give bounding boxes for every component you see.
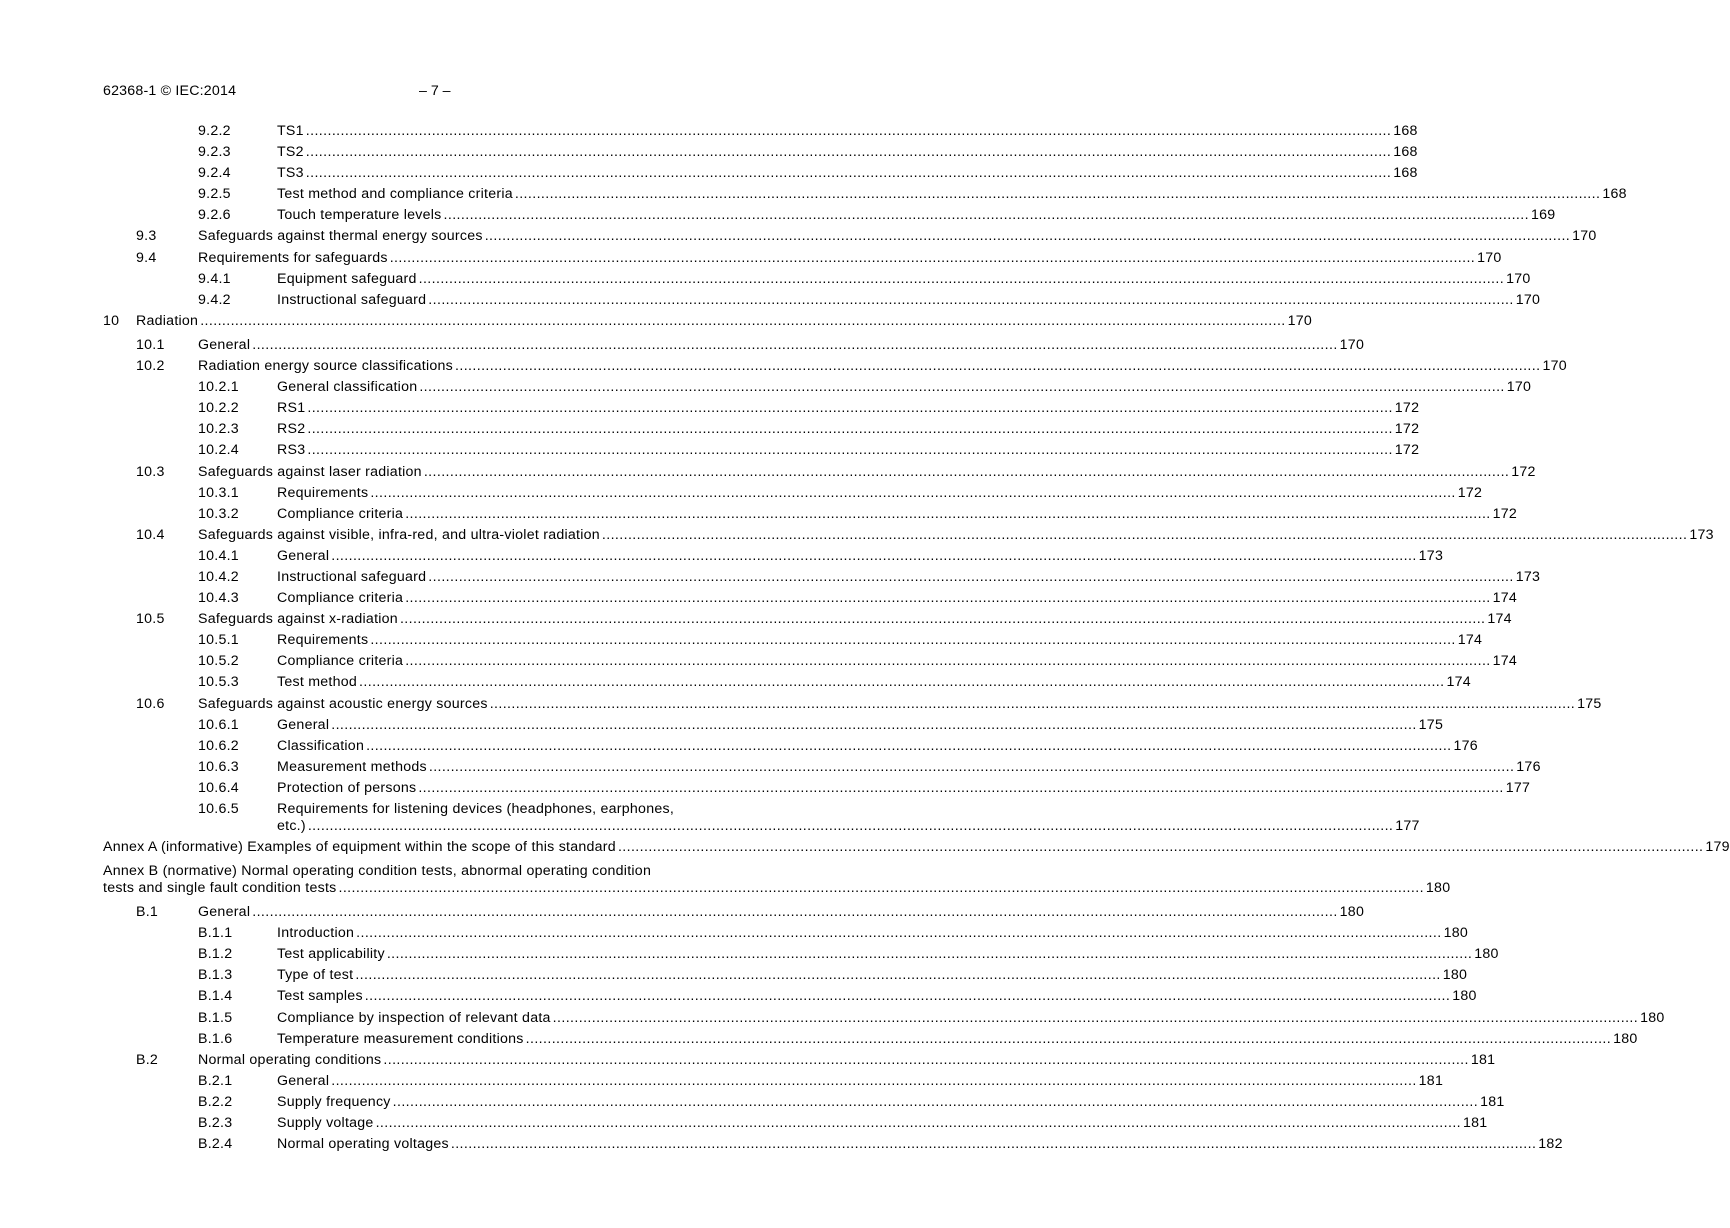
toc-entry[interactable] (103, 924, 1468, 945)
dot-leader (490, 695, 1575, 714)
toc-entry-number: 10.3 (136, 463, 165, 480)
toc-entry-page: 180 (1640, 1009, 1665, 1026)
toc-entry-title: Safeguards against thermal energy sources (198, 228, 483, 245)
dot-leader (429, 758, 1514, 777)
toc-entry-title: General (198, 904, 251, 921)
toc-entry[interactable] (103, 758, 1541, 779)
toc-entry-number: 10.6.2 (198, 737, 239, 754)
toc-entry-page: 180 (1339, 904, 1365, 921)
toc-entry[interactable] (103, 631, 1483, 652)
toc-entry-page: 181 (1480, 1093, 1505, 1110)
toc-entry-number: 10.2.2 (198, 400, 239, 417)
toc-entry-title: Supply voltage (277, 1115, 374, 1132)
toc-entry[interactable] (103, 903, 1365, 924)
toc-entry[interactable] (103, 227, 1597, 248)
toc-entry-number: B.2.2 (198, 1093, 233, 1110)
toc-entry-number: 10.3.1 (198, 484, 239, 501)
toc-entry-number: 9.4 (136, 249, 157, 266)
dot-leader (331, 716, 1416, 735)
toc-entry-number: B.2.4 (198, 1136, 233, 1153)
toc-entry-number: 10.6.4 (198, 779, 239, 796)
toc-entry-page: 168 (1393, 123, 1418, 139)
toc-entry-number: 10.5.1 (198, 632, 239, 649)
toc-entry-page: 172 (1394, 400, 1420, 417)
toc-entry-number: 9.2.3 (198, 144, 231, 161)
toc-entry-page: 175 (1577, 695, 1602, 712)
toc-entry-title: Touch temperature levels (277, 207, 442, 224)
toc-entry-number: 9.3 (136, 228, 157, 245)
toc-entry-title: Compliance criteria (277, 590, 404, 607)
toc-entry-number: 10.6.3 (198, 758, 239, 775)
document-id: 62368-1 © IEC:2014 (103, 83, 237, 99)
toc-entry-title: Introduction (277, 925, 355, 942)
toc-entry-page: 168 (1602, 186, 1627, 203)
toc-entry-title: Instructional safeguard (277, 568, 427, 585)
toc-entry-title: Test samples (277, 988, 363, 1005)
toc-entry-title: Requirements (277, 632, 369, 649)
dot-leader (331, 547, 1416, 566)
toc-entry-number: B.1 (136, 904, 159, 921)
toc-entry-title: Annex B (normative) Normal operating condition tests, abnormal operating condition (103, 863, 652, 880)
toc-entry-number: 9.2.5 (198, 186, 231, 203)
dot-leader (515, 185, 1600, 204)
toc-entry-page: 180 (1452, 988, 1477, 1005)
toc-entry-number: B.1.3 (198, 967, 233, 984)
toc-entry[interactable] (103, 441, 1420, 462)
toc-entry[interactable] (103, 695, 1602, 716)
page-header (103, 83, 768, 101)
dot-leader (428, 568, 1513, 587)
dot-leader (308, 817, 1393, 836)
toc-entry-title: Compliance criteria (277, 505, 404, 522)
toc-entry-number: 9.2.4 (198, 165, 231, 182)
dot-leader (307, 420, 1392, 439)
toc-entry-page: 182 (1538, 1136, 1563, 1153)
toc-entry-page: 170 (1572, 228, 1597, 245)
toc-entry-page: 177 (1395, 818, 1420, 834)
toc-entry-number: 10.3.2 (198, 505, 239, 522)
toc-entry[interactable] (103, 838, 1730, 859)
dot-leader (455, 357, 1540, 376)
toc-entry-number: B.1.6 (198, 1030, 233, 1047)
toc-entry-page: 172 (1457, 484, 1483, 501)
toc-entry-number: 10.6.1 (198, 716, 239, 733)
dot-leader (526, 1030, 1611, 1049)
toc-entry[interactable] (103, 526, 1714, 547)
toc-entry-title-continued: etc.) (277, 818, 306, 834)
toc-entry-title: Test method (277, 674, 358, 691)
toc-entry-page: 170 (1287, 312, 1313, 329)
toc-entry-number: B.1.2 (198, 946, 233, 963)
toc-entry-page: 170 (1506, 270, 1531, 287)
toc-entry-page: 170 (1542, 358, 1567, 375)
toc-entry-title: Requirements (277, 484, 369, 501)
toc-entry[interactable] (103, 779, 1531, 800)
dot-leader (444, 206, 1529, 225)
dot-leader (355, 966, 1440, 985)
toc-entry-title: Safeguards against acoustic energy sources (198, 695, 488, 712)
toc-entry[interactable] (103, 122, 1418, 143)
toc-entry-title: Safeguards against x-radiation (198, 611, 398, 628)
table-of-contents (103, 122, 1730, 1156)
toc-entry-number: 10.5.3 (198, 674, 239, 691)
toc-entry-page: 174 (1457, 632, 1483, 649)
dot-leader (390, 249, 1475, 268)
toc-entry-page: 175 (1418, 716, 1444, 733)
toc-entry[interactable] (103, 1051, 1496, 1072)
toc-entry[interactable] (103, 249, 1502, 270)
toc-entry-page: 174 (1492, 590, 1518, 607)
toc-entry-number: 10.6 (136, 695, 165, 712)
toc-entry-number: B.1.1 (198, 925, 233, 942)
toc-entry-number: 10.2.1 (198, 379, 239, 396)
toc-entry-page: 168 (1393, 165, 1418, 182)
toc-entry-number: 10 (103, 312, 120, 329)
toc-entry-page: 176 (1453, 737, 1478, 754)
toc-entry[interactable] (103, 463, 1536, 484)
toc-entry-page: 173 (1515, 568, 1541, 585)
toc-entry[interactable] (103, 568, 1541, 589)
toc-entry-page: 180 (1474, 946, 1499, 963)
toc-entry-title: Annex A (informative) Examples of equipment within the scope of this standard (103, 839, 616, 855)
toc-entry-page: 177 (1505, 779, 1531, 796)
toc-entry[interactable] (103, 399, 1420, 420)
toc-entry-page: 172 (1394, 421, 1420, 438)
toc-entry-title: Type of test (277, 967, 354, 984)
toc-entry-number: 9.2.6 (198, 207, 231, 224)
toc-entry-title: Radiation energy source classifications (198, 358, 454, 375)
toc-entry[interactable] (103, 610, 1512, 631)
toc-entry-number: B.2.3 (198, 1115, 233, 1132)
toc-entry-number: 10.4.2 (198, 568, 239, 585)
toc-entry-page: 181 (1463, 1115, 1488, 1132)
toc-entry[interactable] (103, 987, 1477, 1008)
toc-entry-number: 10.6.5 (198, 801, 239, 817)
toc-entry-title: Safeguards against visible, infra-red, and ultra-violet radiation (198, 526, 600, 543)
toc-entry-number: B.2 (136, 1051, 159, 1068)
toc-entry-title: TS3 (277, 165, 304, 182)
dot-leader (553, 1009, 1638, 1028)
toc-entry[interactable] (103, 673, 1471, 694)
toc-entry-page: 180 (1443, 925, 1468, 942)
toc-entry[interactable] (103, 945, 1499, 966)
toc-entry-page: 172 (1492, 505, 1518, 522)
toc-entry[interactable] (103, 312, 1313, 333)
dot-leader (383, 1051, 1468, 1070)
toc-entry[interactable] (103, 1093, 1505, 1114)
toc-entry-page: 174 (1446, 674, 1471, 691)
toc-entry[interactable] (103, 420, 1420, 441)
toc-entry-number: B.2.1 (198, 1072, 233, 1089)
toc-entry[interactable] (103, 862, 1451, 900)
toc-entry-title: Requirements for listening devices (headphones, earphones, (277, 801, 675, 817)
dot-leader (366, 737, 1451, 756)
toc-entry-page: 170 (1477, 249, 1502, 266)
toc-entry-title: Supply frequency (277, 1093, 391, 1110)
toc-entry-number: B.1.5 (198, 1009, 233, 1026)
toc-entry-title: General classification (277, 379, 418, 396)
toc-entry-page: 179 (1705, 839, 1730, 855)
toc-entry-page: 181 (1470, 1051, 1496, 1068)
toc-entry[interactable] (103, 547, 1444, 568)
toc-entry[interactable] (103, 143, 1418, 164)
toc-entry[interactable] (103, 1009, 1665, 1030)
toc-entry-number: 9.2.2 (198, 123, 231, 139)
dot-leader (252, 903, 1337, 922)
dot-leader (338, 879, 1423, 898)
toc-entry[interactable] (103, 716, 1444, 737)
toc-entry-page: 180 (1425, 880, 1451, 897)
toc-entry-title: Protection of persons (277, 779, 417, 796)
toc-entry-page: 180 (1442, 967, 1468, 984)
dot-leader (602, 526, 1687, 545)
toc-entry-number: 10.2 (136, 358, 165, 375)
toc-entry[interactable] (103, 291, 1541, 312)
dot-leader (200, 312, 1285, 331)
toc-entry[interactable] (103, 966, 1468, 987)
toc-entry[interactable] (103, 1030, 1638, 1051)
toc-entry[interactable] (103, 589, 1518, 610)
toc-entry-title: Measurement methods (277, 758, 427, 775)
toc-entry-title: RS2 (277, 421, 306, 438)
toc-entry-page: 173 (1418, 547, 1444, 564)
toc-entry-number: 10.4 (136, 526, 165, 543)
toc-entry-number: 10.2.3 (198, 421, 239, 438)
toc-entry-title: TS2 (277, 144, 304, 161)
dot-leader (356, 924, 1441, 943)
dot-leader (331, 1072, 1416, 1091)
toc-entry-number: 9.4.1 (198, 270, 231, 287)
dot-leader (307, 399, 1392, 418)
toc-entry-title: General (277, 1072, 330, 1089)
page-number: – 7 – (419, 83, 451, 99)
toc-entry-title-continued: tests and single fault condition tests (103, 880, 337, 897)
toc-entry[interactable] (103, 378, 1532, 399)
toc-entry[interactable] (103, 270, 1531, 291)
toc-entry[interactable] (103, 1135, 1563, 1156)
toc-entry-page: 176 (1516, 758, 1541, 775)
dot-leader (387, 945, 1472, 964)
toc-entry[interactable] (103, 1072, 1444, 1093)
dot-leader (424, 463, 1509, 482)
dot-leader (418, 779, 1503, 798)
toc-entry-title: Compliance by inspection of relevant data (277, 1009, 551, 1026)
toc-entry[interactable] (103, 357, 1567, 378)
dot-leader (306, 164, 1391, 183)
dot-leader (306, 143, 1391, 162)
dot-leader (370, 484, 1455, 503)
dot-leader (485, 227, 1570, 246)
toc-entry-title: Instructional safeguard (277, 291, 427, 308)
toc-entry-title: Compliance criteria (277, 653, 404, 670)
dot-leader (428, 291, 1513, 310)
toc-entry[interactable] (103, 164, 1418, 185)
toc-entry-title: Normal operating conditions (198, 1051, 382, 1068)
toc-entry-title: TS1 (277, 123, 304, 139)
toc-entry-title: Temperature measurement conditions (277, 1030, 524, 1047)
dot-leader (405, 505, 1490, 524)
dot-leader (405, 652, 1490, 671)
toc-entry-title: General (198, 336, 251, 353)
toc-entry-number: 10.1 (136, 336, 165, 353)
toc-entry-title: RS3 (277, 442, 306, 459)
toc-entry-page: 173 (1689, 526, 1714, 543)
toc-entry[interactable] (103, 737, 1478, 758)
toc-entry-title: Classification (277, 737, 365, 754)
toc-entry-page: 170 (1339, 336, 1365, 353)
dot-leader (376, 1114, 1461, 1133)
dot-leader (405, 589, 1490, 608)
toc-entry-page: 170 (1506, 379, 1532, 396)
toc-entry-number: 10.5.2 (198, 653, 239, 670)
toc-entry-number: 10.4.1 (198, 547, 239, 564)
toc-entry-page: 174 (1487, 611, 1512, 628)
toc-entry-title: Equipment safeguard (277, 270, 417, 287)
toc-entry-page: 181 (1418, 1072, 1444, 1089)
toc-entry-title: Safeguards against laser radiation (198, 463, 422, 480)
toc-entry-title: General (277, 716, 330, 733)
toc-entry[interactable] (103, 336, 1365, 357)
toc-entry-page: 172 (1394, 442, 1420, 459)
toc-entry-number: 10.2.4 (198, 442, 239, 459)
dot-leader (618, 838, 1703, 857)
dot-leader (359, 673, 1444, 692)
toc-entry-page: 180 (1613, 1030, 1638, 1047)
toc-entry[interactable] (103, 505, 1518, 526)
toc-entry[interactable] (103, 800, 1420, 838)
toc-entry-page: 169 (1530, 207, 1556, 224)
toc-entry-title: Radiation (136, 312, 199, 329)
toc-entry-page: 174 (1492, 653, 1518, 670)
toc-entry-number: 9.4.2 (198, 291, 231, 308)
toc-entry-number: 10.5 (136, 611, 165, 628)
toc-entry-page: 168 (1393, 144, 1418, 161)
toc-entry[interactable] (103, 652, 1518, 673)
dot-leader (365, 987, 1450, 1006)
dot-leader (451, 1135, 1536, 1154)
toc-entry[interactable] (103, 206, 1556, 227)
dot-leader (419, 270, 1504, 289)
toc-entry-page: 170 (1515, 291, 1541, 308)
dot-leader (400, 610, 1485, 629)
dot-leader (307, 441, 1392, 460)
toc-entry[interactable] (103, 185, 1627, 206)
toc-entry-title: Test applicability (277, 946, 385, 963)
toc-entry-title: Test method and compliance criteria (277, 186, 513, 203)
dot-leader (370, 631, 1455, 650)
toc-entry-number: B.1.4 (198, 988, 233, 1005)
dot-leader (306, 122, 1391, 141)
dot-leader (419, 378, 1504, 397)
toc-entry-number: 10.4.3 (198, 590, 239, 607)
toc-entry-title: Normal operating voltages (277, 1136, 449, 1153)
dot-leader (393, 1093, 1478, 1112)
toc-entry-title: RS1 (277, 400, 306, 417)
toc-entry[interactable] (103, 484, 1483, 505)
toc-entry-title: Requirements for safeguards (198, 249, 388, 266)
toc-entry[interactable] (103, 1114, 1488, 1135)
dot-leader (252, 336, 1337, 355)
toc-entry-page: 172 (1511, 463, 1536, 480)
toc-entry-title: General (277, 547, 330, 564)
